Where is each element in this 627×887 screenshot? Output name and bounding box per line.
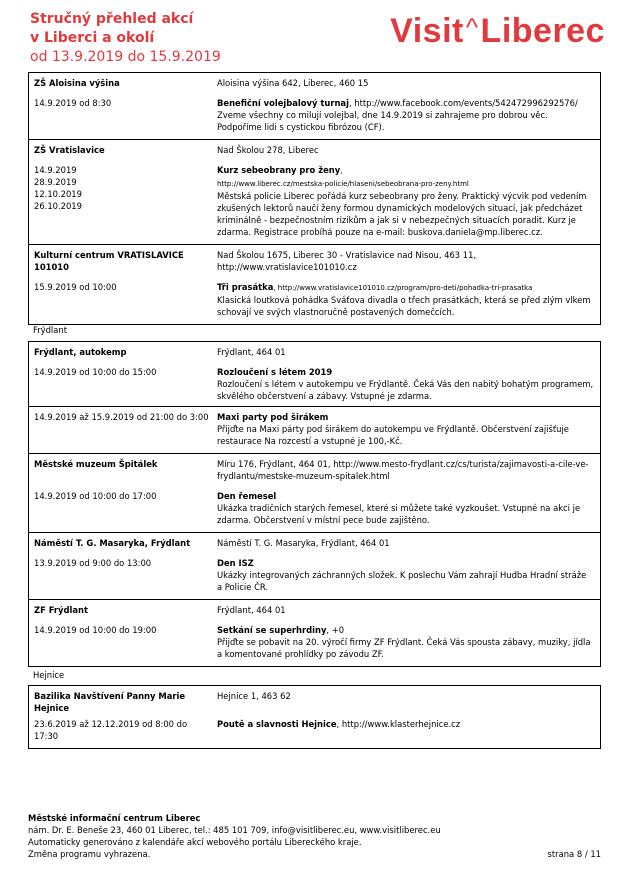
footer-contact: nám. Dr. E. Beneše 23, 460 01 Liberec, tel.: 485 101 709, info@visitliberec.eu, www.visitliberec.eu [28,825,441,835]
footer-change-notice: Změna programu vyhrazena. [28,849,151,859]
event-details [217,411,594,447]
venue-address: Míru 176, Frýdlant, 464 01, http://www.mesto-frydlant.cz/cs/turista/zajimavosti-a-cile-ve-frydlantu/mestske-muzeum-spitalek.html [217,459,589,481]
venue-address: Frýdlant, 464 01 [217,347,286,357]
venue-name: Městské muzeum Špitálek [34,459,158,469]
event-entry [29,453,600,532]
event-date: 23.6.2019 až 12.12.2019 od 8:00 do 17:30 [34,719,188,741]
event-details [217,358,594,402]
event-entry [29,139,600,244]
event-date: 13.9.2019 od 9:00 do 13:00 [34,558,152,568]
event-date: 15.9.2019 od 10:00 [34,282,117,292]
event-title: Poutě a slavnosti Hejnice [217,719,337,729]
event-link[interactable]: , http://www.vratislavice101010.cz/program/pro-deti/pohadka-tri-prasatka [273,284,533,292]
event-description: Ukázka tradičních starých řemesel, které si můžete také vyzkoušet. Vstupné na akci je zdarma. Občerstvení v místní pece bude zajištěno. [217,503,581,525]
logo-liberec: Liberec [480,12,605,50]
event-link[interactable]: , http://www.liberec.cz/mestska-policie/hlaseni/sebeobrana-pro-zeny.html [217,167,469,188]
title-line-1: Stručný přehled akcí [30,11,194,27]
event-entry [29,73,600,139]
venue-address: Frýdlant, 464 01 [217,605,286,615]
logo-visit: Visit [390,12,464,50]
event-date: 14.9.2019 od 10:00 do 17:00 [34,491,157,501]
events-table-frydlant [28,341,601,667]
venue-name: Kulturní centrum VRATISLAVICE 101010 [34,250,184,272]
event-date: 14.9.2019 od 10:00 do 15:00 [34,367,157,377]
event-entry [29,532,600,599]
event-details [217,156,594,238]
page-number: strana 8 / 11 [547,849,601,859]
venue-name: Náměstí T. G. Masaryka, Frýdlant [34,538,191,548]
title-line-2: v Liberci a okolí [30,30,155,46]
venue-name: ZŠ Aloisina výšina [34,78,120,88]
event-title: Kurz sebeobrany pro ženy [217,165,341,175]
document-title [30,10,221,67]
event-description: Přijďte na Maxi párty pod širákem do autokempu ve Frýdlantě. Občerstvení zajišťuje restaurace Na rozcestí a vstupné je 100,-Kč. [217,424,569,446]
event-date: 14.9.2019 od 10:00 do 19:00 [34,625,157,635]
event-entry [29,406,600,453]
event-description: Rozloučení s létem v autokempu ve Frýdlantě. Čeká Vás den nabitý bohatým programem, skvělého občerstvení a zábavy. Vstupné je zdarma. [217,379,594,401]
event-description: Klasická loutková pohádka Sváťova divadla o třech prasátkách, která se před zlým vlkem schovají ve svých vlastnoručně postavených domečcích. [217,295,591,317]
event-title: Tři prasátka [217,282,274,292]
event-entry [29,244,600,324]
visit-liberec-logo [390,12,605,51]
event-description: Zveme všechny co milují volejbal, dne 14.9.2019 si zahrajeme pro dobrou věc. Podpoříme lidi s cystickou fibrózou (CF). [217,110,548,132]
event-title: Rozloučení s létem 2019 [217,367,333,377]
venue-name: ZF Frýdlant [34,605,88,615]
events-table-hejnice [28,685,601,749]
event-details [217,89,594,133]
event-date: 14.9.2019 až 15.9.2019 od 21:00 do 3:00 [34,412,209,422]
event-details [217,549,594,593]
event-title: Den řemesel [217,491,277,501]
event-details [217,616,594,660]
event-title: Den ISZ [217,558,254,568]
section-label-hejnice: Hejnice [33,670,65,680]
event-details [217,714,594,742]
event-description: Přijďte se pobavit na 20. výročí firmy ZF Frýdlant. Čeká Vás spousta zábavy, muziky, jídla a komentované prohlídky po závodu ZF. [217,637,591,659]
event-date: 14.9.2019 28.9.2019 12.10.2019 26.10.2019 [34,165,82,211]
section-label-frydlant: Frýdlant [33,325,67,335]
venue-address: Hejnice 1, 463 62 [217,691,291,701]
event-details [217,273,594,318]
event-details [217,482,594,526]
event-description: Městská policie Liberec pořádá kurz sebeobrany pro ženy. Praktický výcvik pod vedením zkušených lektorů naučí ženy formou dynamických modelových situací, jak předcházet kriminálně - bezpečnostním rizikům a jak si v nebezpečných situacích poradit. Kurz je zdarma. Registrace probíhá pouze na e-mail: buskova.daniela@mp.liberec.cz. [217,191,587,237]
event-link[interactable]: , http://www.facebook.com/events/542472996292576/ [348,98,578,108]
events-table-liberec [28,72,601,325]
venue-name: Bazilika Navštívení Panny Marie Hejnice [34,691,186,713]
date-range: od 13.9.2019 do 15.9.2019 [30,49,221,65]
venue-address: Náměstí T. G. Masaryka, Frýdlant, 464 01 [217,538,390,548]
venue-name: Frýdlant, autokemp [34,347,127,357]
venue-address: Nad Školou 278, Liberec [217,145,319,155]
page-footer [28,812,601,860]
logo-caret: ^ [465,12,479,42]
event-description: Ukázky integrovaných záchranných složek. K poslechu Vám zahrají Hudba Hradní stráže a Policie ČR. [217,570,587,592]
footer-org: Městské informační centrum Liberec [28,813,201,823]
footer-auto-generated: Automaticky generováno z kalendáře akcí webového portálu Libereckého kraje. [28,837,362,847]
page-header [30,10,605,68]
event-title: Benefiční volejbalový turnaj [217,98,349,108]
event-date: 14.9.2019 od 8:30 [34,98,112,108]
event-link[interactable]: , http://www.klasterhejnice.cz [336,719,461,729]
event-title: Maxi party pod širákem [217,412,329,422]
event-title: Setkání se superhrdiny [217,625,327,635]
event-link: , +0 [326,625,345,635]
event-entry [29,599,600,666]
venue-name: ZŠ Vratislavice [34,145,105,155]
venue-address: Aloisina výšina 642, Liberec, 460 15 [217,78,369,88]
event-entry [29,686,600,748]
event-entry [29,342,600,406]
venue-address: Nad Školou 1675, Liberec 30 - Vratislavice nad Nisou, 463 11, http://www.vratislavice101010.cz [217,250,477,272]
